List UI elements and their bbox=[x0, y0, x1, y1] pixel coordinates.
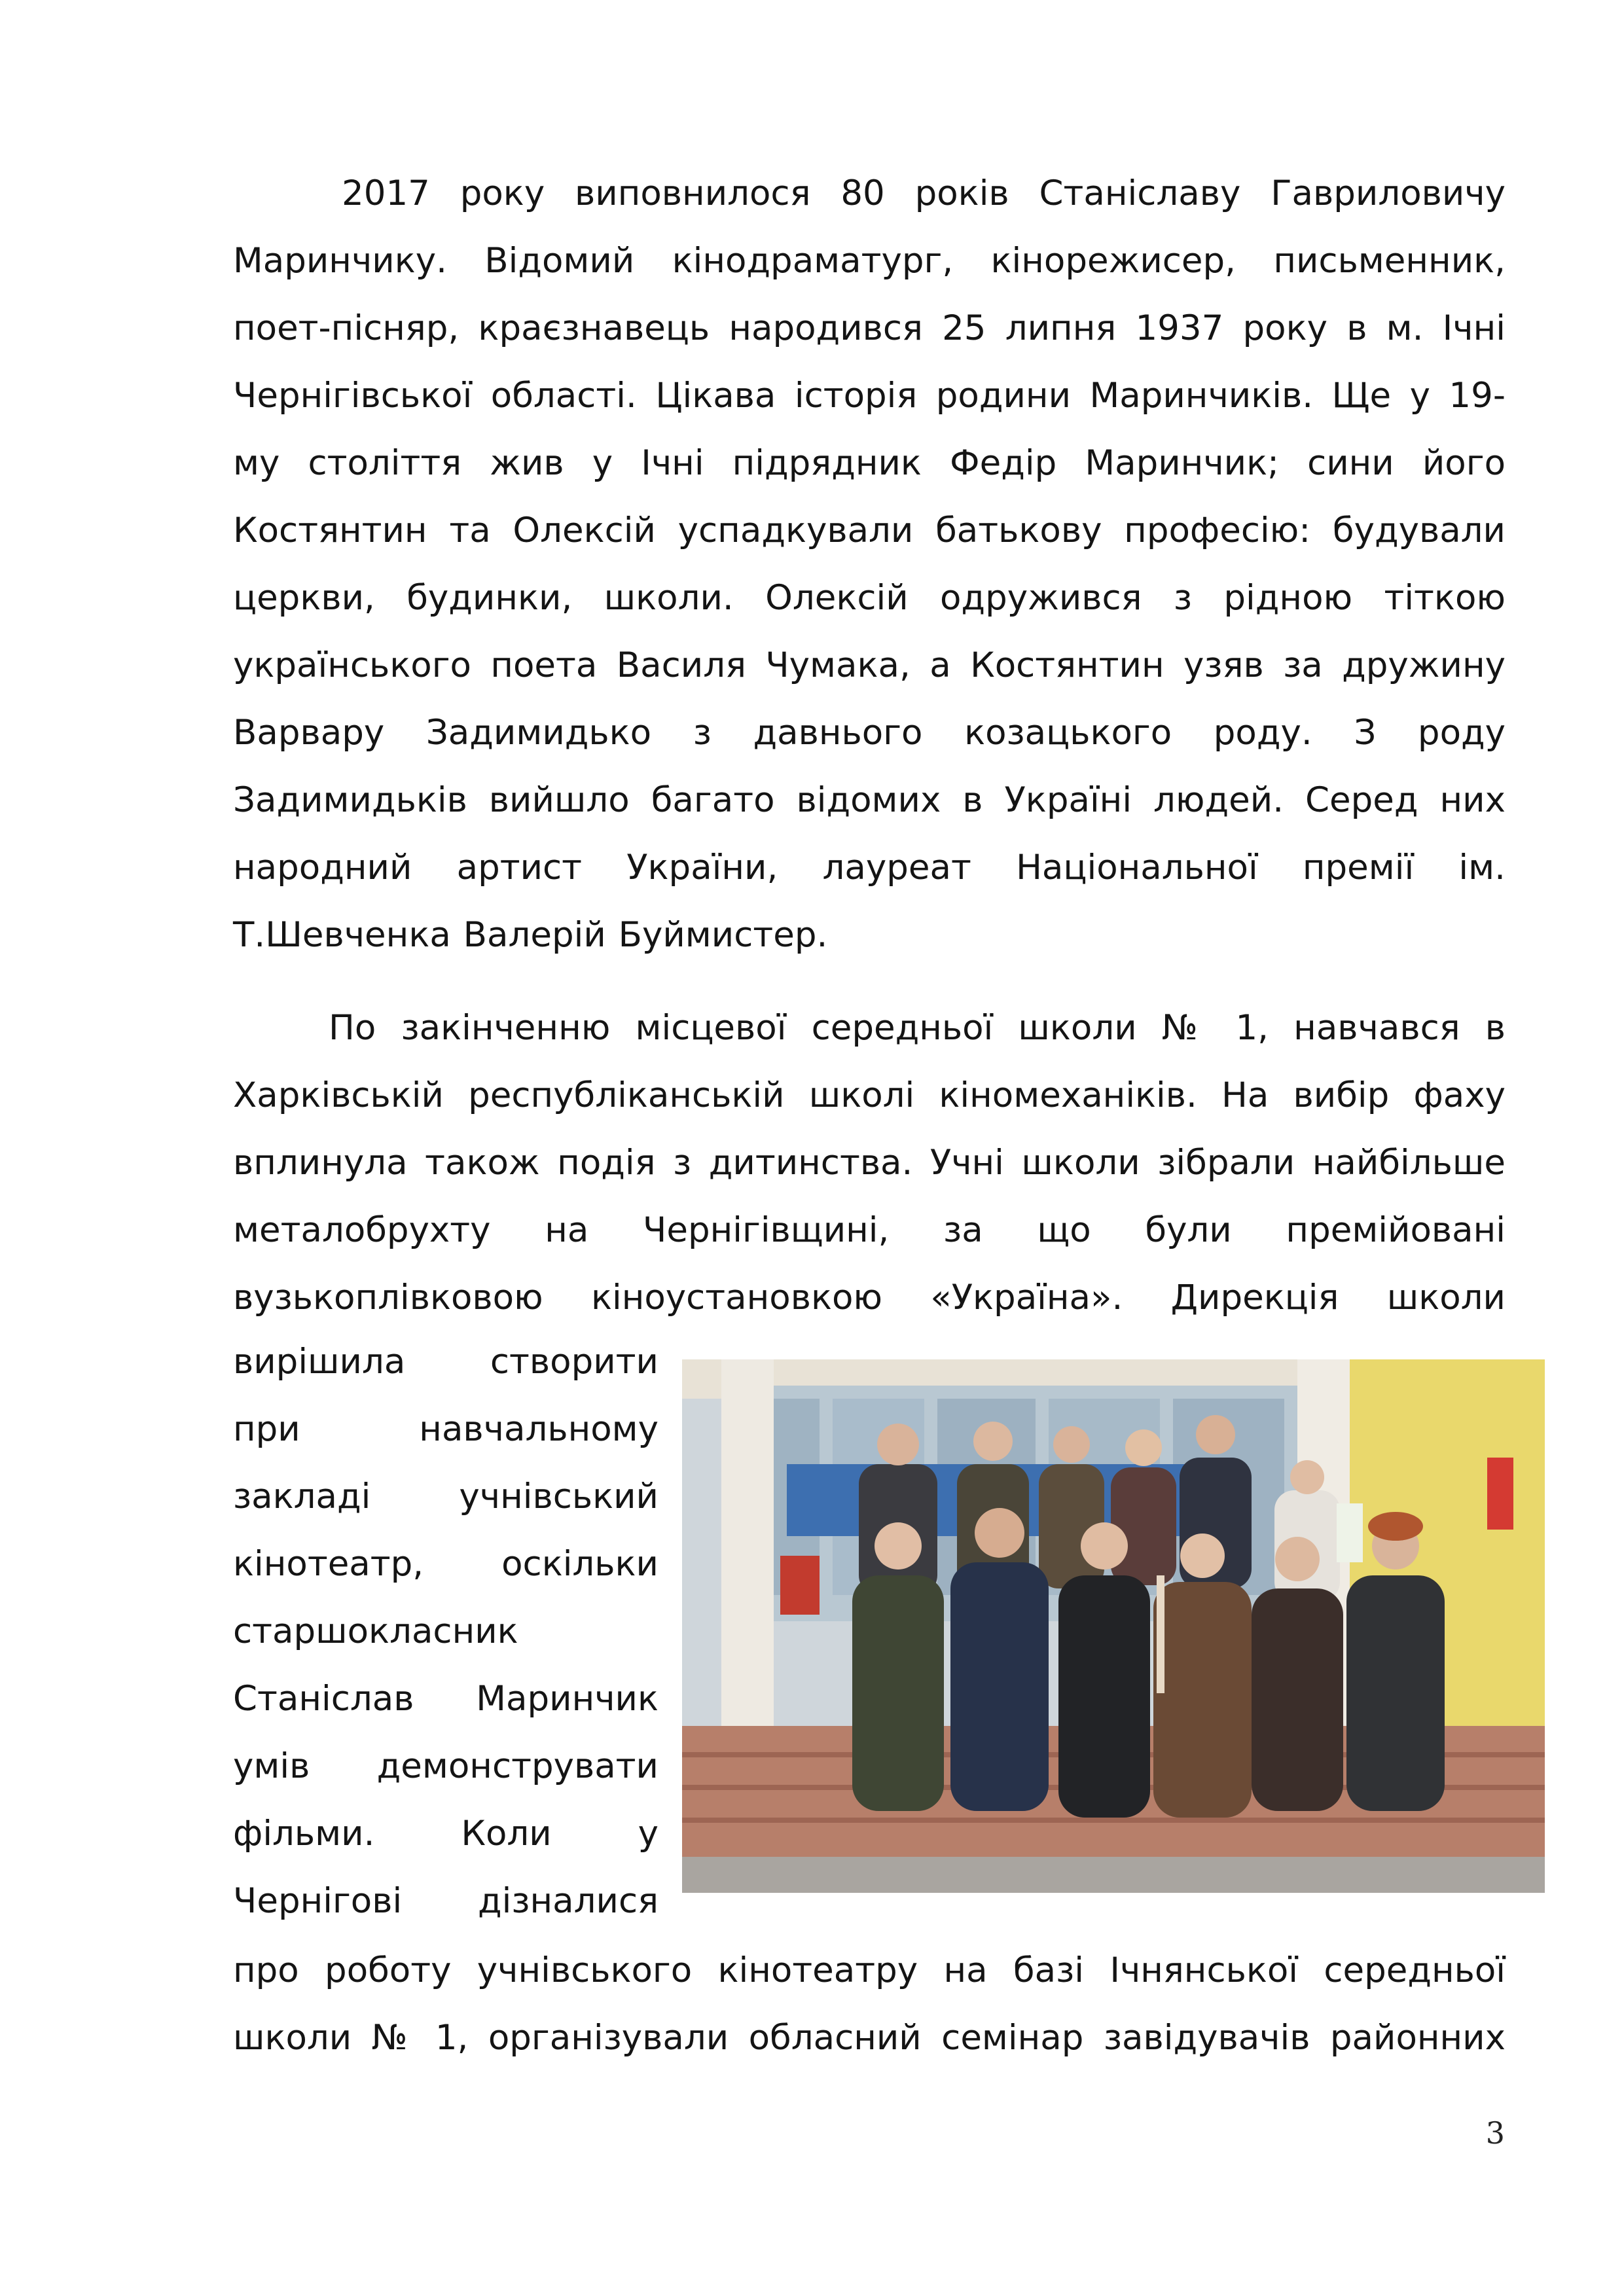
page-number: 3 bbox=[1485, 2115, 1505, 2151]
text-line: церкви, будинки, школи. Олексій одружився з рідною тіткою bbox=[233, 578, 1506, 618]
text-line: вирішила створити bbox=[233, 1342, 659, 1382]
text-line: Чернігові дізналися bbox=[233, 1881, 659, 1921]
text-line: Чернігівської області. Цікава історія родини Маринчиків. Ще у 19- bbox=[233, 376, 1506, 416]
text-line: Костянтин та Олексій успадкували батькову професію: будували bbox=[233, 511, 1506, 550]
text-line: му століття жив у Ічні підрядник Федір Маринчик; сини його bbox=[233, 443, 1506, 483]
text-line: Маринчику. Відомий кінодраматург, кінорежисер, письменник, bbox=[233, 241, 1506, 281]
text-line: фільми. Коли у bbox=[233, 1814, 659, 1854]
paragraph-3 bbox=[233, 1937, 1506, 2072]
group-photo-image bbox=[682, 1359, 1545, 1893]
text-line: Задимидьків вийшло багато відомих в Україні людей. Серед них bbox=[233, 780, 1506, 820]
text-line: старшокласник bbox=[233, 1611, 518, 1651]
text-line: вплинула також подія з дитинства. Учні школи зібрали найбільше bbox=[233, 1143, 1506, 1183]
text-line: народний артист України, лауреат Національної премії ім. bbox=[233, 848, 1506, 888]
text-line: 2017 року виповнилося 80 років Станіславу Гавриловичу bbox=[342, 173, 1506, 213]
text-line: закладі учнівський bbox=[233, 1477, 659, 1516]
text-line: про роботу учнівського кінотеатру на базі Ічнянської середньої bbox=[233, 1950, 1506, 1990]
text-line: умів демонструвати bbox=[233, 1746, 659, 1786]
text-line: поет-пісняр, краєзнавець народився 25 липня 1937 року в м. Ічні bbox=[233, 308, 1506, 348]
text-line: українського поета Василя Чумака, а Костянтин узяв за дружину bbox=[233, 645, 1506, 685]
text-line: Варвару Задимидько з давнього козацького роду. З роду bbox=[233, 713, 1506, 753]
paragraph-2-wrapped bbox=[233, 1328, 659, 1935]
text-line: школи № 1, організували обласний семінар завідувачів районних bbox=[233, 2018, 1506, 2058]
text-line: металобрухту на Чернігівщині, за що були премійовані bbox=[233, 1210, 1506, 1250]
text-line: Харківській республіканській школі кіномеханіків. На вибір фаху bbox=[233, 1075, 1506, 1115]
text-line: Станіслав Маринчик bbox=[233, 1679, 659, 1719]
text-line: Т.Шевченка Валерій Буймистер. bbox=[233, 915, 828, 955]
paragraph-1 bbox=[233, 160, 1506, 969]
paragraph-2 bbox=[233, 994, 1506, 1331]
text-line: По закінченню місцевої середньої школи № 1, навчався в bbox=[329, 1008, 1506, 1048]
text-line: вузькоплівковою кіноустановкою «Україна». Дирекція школи bbox=[233, 1278, 1506, 1318]
text-line: кінотеатр, оскільки bbox=[233, 1544, 659, 1584]
text-line: при навчальному bbox=[233, 1409, 659, 1449]
